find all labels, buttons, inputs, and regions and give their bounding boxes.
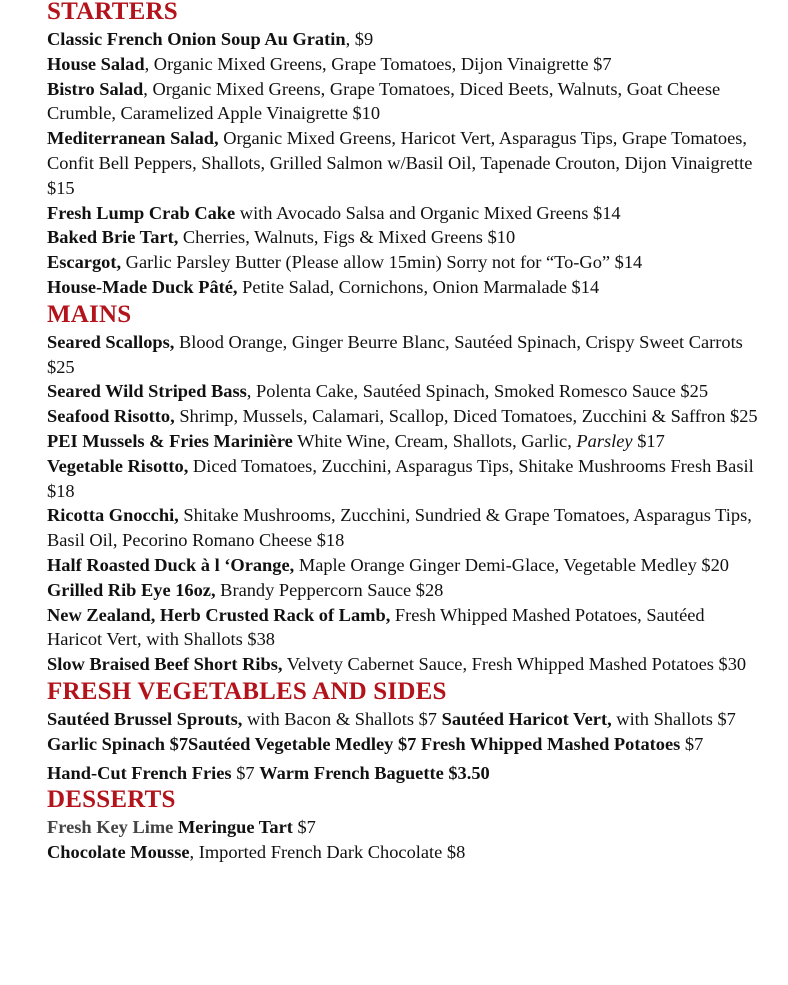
menu-item [47,503,758,553]
item-name: Fresh Lump Crab Cake [47,202,236,223]
menu-item [47,553,758,578]
item-name: Mediterranean Salad, [47,128,219,149]
section-title-sides: FRESH VEGETABLES AND SIDES [47,677,447,705]
item-name: Classic French Onion Soup Au Gratin [47,29,346,49]
menu-item [47,652,758,677]
item-name: Grilled Rib Eye 16oz, [47,579,216,600]
sides-paragraph [47,761,758,786]
item-description: with Bacon & Shallots $7 [242,708,442,729]
item-description-italic: Parsley [576,430,633,451]
item-description: Garlic Parsley Butter (Please allow 15min) Sorry not for “To-Go” $14 [121,252,643,273]
menu-item [47,815,758,840]
item-name: Bistro Salad [47,78,144,99]
mains-list [47,330,758,677]
item-description: Shitake Mushrooms, Zucchini, Sundried & Grape Tomatoes, Asparagus Tips, Basil Oil, Pecorino Romano Cheese $18 [47,505,752,551]
item-description: Organic Mixed Greens, Haricot Vert, Asparagus Tips, Grape Tomatoes, Confit Bell Peppers, Shallots, Grilled Salmon w/Basil Oil, Tapenade Crouton, Dijon Vinaigrette $15 [47,128,753,198]
item-description: Brandy Peppercorn Sauce $28 [215,579,444,600]
item-name: Slow Braised Beef Short Ribs, [47,654,283,675]
menu-item [47,603,758,653]
item-description: Maple Orange Ginger Demi-Glace, Vegetable Medley $20 [294,554,729,575]
item-description: Blood Orange, Ginger Beurre Blanc, Sautéed Spinach, Crispy Sweet Carrots $25 [47,331,743,377]
item-name: Seared Scallops, [47,331,175,352]
item-name: House-Made Duck Pâté, [47,276,238,297]
menu-item [47,578,758,603]
item-name: Baked Brie Tart, [47,227,179,248]
item-description: White Wine, Cream, Shallots, Garlic, [292,430,577,451]
item-name-prefix: Fresh Key Lime [47,817,178,838]
sides-list [47,707,758,785]
item-name: Hand-Cut French Fries [47,762,232,783]
item-name: Sautéed Brussel Sprouts, [47,708,243,729]
item-description: , Polenta Cake, Sautéed Spinach, Smoked Romesco Sauce $25 [246,381,709,402]
item-description: , Organic Mixed Greens, Grape Tomatoes, Diced Beets, Walnuts, Goat Cheese Crumble, Caramelized Apple Vinaigrette $10 [47,78,721,124]
section-title-starters: STARTERS [47,0,178,25]
item-description: , Organic Mixed Greens, Grape Tomatoes, Dijon Vinaigrette $7 [144,53,612,74]
item-description: Diced Tomatoes, Zucchini, Asparagus Tips, Shitake Mushrooms Fresh Basil $18 [47,455,754,501]
item-name: Chocolate Mousse [47,842,190,863]
sides-paragraph [47,707,758,757]
menu-item [47,201,758,226]
section-title-desserts: DESSERTS [47,786,176,814]
menu-item [47,379,758,404]
item-description: $7 [292,817,316,838]
item-name: Ricotta Gnocchi, [47,505,179,526]
menu-item [47,27,758,52]
menu-item [47,52,758,77]
item-name: Vegetable Risotto, [47,455,189,476]
item-description: , Imported French Dark Chocolate $8 [189,842,466,863]
menu-item [47,429,758,454]
desserts-list [47,815,758,865]
item-description: $7 [680,733,704,754]
item-name: New Zealand, Herb Crusted Rack of Lamb, [47,604,391,625]
item-name: Sautéed Haricot Vert, [441,708,612,729]
item-description: Petite Salad, Cornichons, Onion Marmalade $14 [237,276,600,297]
item-name: Seafood Risotto, [47,406,175,427]
item-description: Shrimp, Mussels, Calamari, Scallop, Diced Tomatoes, Zucchini & Saffron $25 [174,406,758,427]
item-name: Half Roasted Duck à l ‘Orange, [47,554,295,575]
item-description: Fresh Whipped Mashed Potatoes, Sautéed Haricot Vert, with Shallots $38 [47,604,705,650]
menu-item [47,454,758,504]
item-description: Velvety Cabernet Sauce, Fresh Whipped Mashed Potatoes $30 [282,654,747,675]
item-name: Warm French Baguette $3.50 [259,762,490,783]
menu-item [47,840,758,865]
menu-item [47,77,758,127]
item-name: PEI Mussels & Fries Marinière [47,430,293,451]
item-name: Seared Wild Striped Bass [47,381,247,402]
menu-item [47,126,758,200]
item-description: Cherries, Walnuts, Figs & Mixed Greens $10 [178,227,516,248]
item-price: $17 [632,430,665,451]
menu-item [47,404,758,429]
item-description: with Shallots $7 [611,708,736,729]
item-description: $7 [231,762,260,783]
menu-item [47,275,758,300]
menu-item [47,225,758,250]
item-name: Meringue Tart [177,817,293,838]
item-description: , $9 [345,29,374,49]
item-name: House Salad [47,53,145,74]
starters-list [47,27,758,300]
menu-item [47,250,758,275]
menu-item [47,330,758,380]
section-title-mains: MAINS [47,300,132,328]
item-name: Garlic Spinach $7Sautéed Vegetable Medley $7 Fresh Whipped Mashed Potatoes [47,733,681,754]
item-name: Escargot, [47,252,122,273]
item-description: with Avocado Salsa and Organic Mixed Greens $14 [235,202,621,223]
